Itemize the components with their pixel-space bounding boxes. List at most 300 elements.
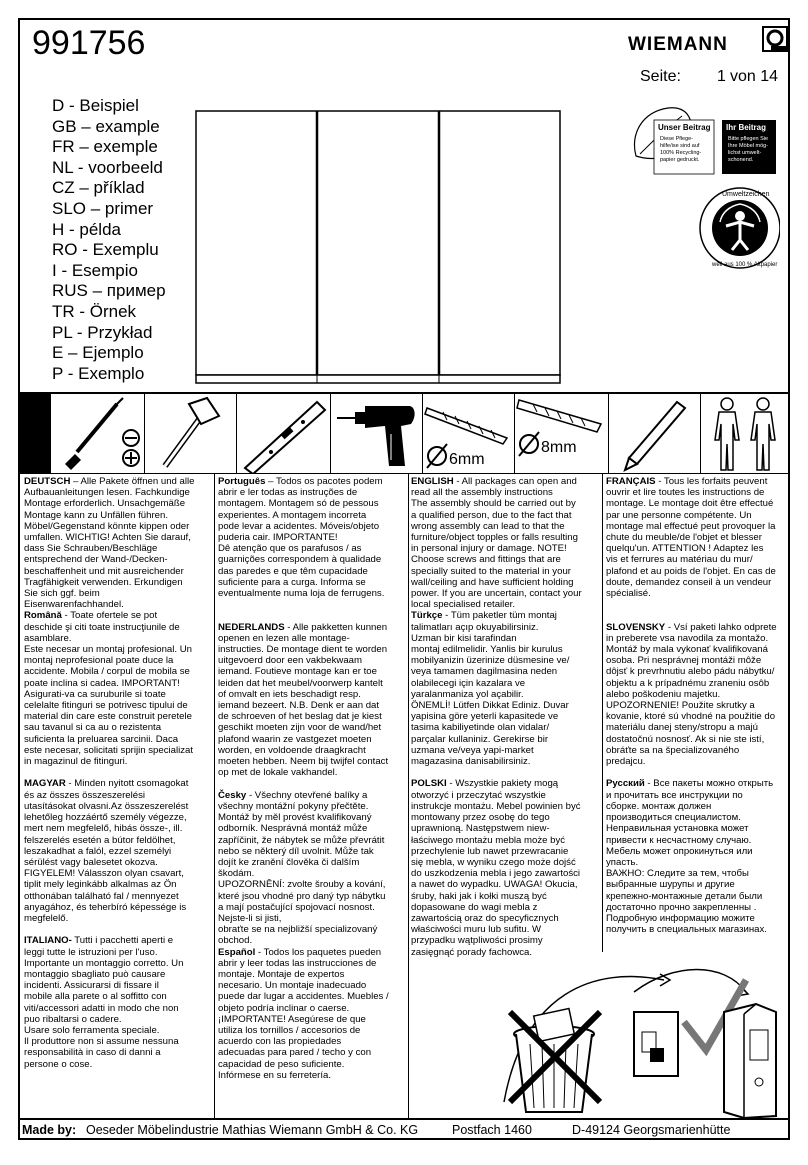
text-line-content: Eisenwarenfachhandel. [24,599,124,611]
text-line-content: mobile alla parete o al soffitto con [24,991,167,1003]
text-line-content: doute, demandez conseil à un vendeur [606,576,772,588]
text-line [606,913,777,924]
text-column-4 [606,476,777,935]
text-line-content: zasięgnąć porady fachowca. [411,946,533,958]
text-line-content: incidenti. Assicurarsi di fissare il [24,980,159,992]
text-line-content: pode levar a acidentes. Móveis/objeto [218,520,380,532]
text-line-content: dôjsť k prevrhnutiu alebo pádu nábytku/ [606,666,775,678]
text-line [411,722,582,733]
text-line-content: montaj edilmelidir. Yanlis bir kurulus [411,644,563,656]
text-line [24,588,194,599]
text-line-content: do uszkodzenia mebla i jego zawartości [411,868,581,880]
language-item: RO - Exemplu [52,240,159,260]
text-line [218,991,389,1002]
text-line [411,857,582,868]
text-line-content: się mebla, w wyniku czego może dojść [411,856,576,868]
text-line-content: dopasowane do wagi mebla z [411,901,538,913]
text-line [24,577,194,588]
pencil-icon [609,394,701,474]
eco-right-line: lichst umwelt- [728,150,762,156]
text-line-content: ВАЖНО: Следите за тем, чтобы [606,868,749,880]
text-line-content: of omvalt en iets beschadigt resp. [218,688,361,700]
text-line-content: geschikt moeten zijn voor de wand/het [218,722,382,734]
text-line [24,566,194,577]
section-heading: Português [218,476,266,487]
drill-bit-8mm-icon [515,394,609,474]
section-heading: Türkçe [411,610,443,622]
language-item: SLO – primer [52,198,154,218]
text-line [24,521,194,532]
text-line-content: сборке. монтаж должен [606,800,712,812]
text-line [411,924,582,935]
text-line [606,644,777,655]
text-line-content: furniture/object topples or falls resulting [411,532,578,544]
text-line [411,711,582,722]
text-line [218,577,389,588]
text-line-content: wall/ceiling and have sufficient holding [411,576,574,588]
text-line [24,678,194,689]
text-line [218,1070,389,1081]
tool-cell-hammer [144,394,236,474]
text-line [24,1014,194,1025]
text-line-content: крепежно-монтажные детали были [606,890,763,902]
text-line [218,532,389,543]
tool-cell-pencil [608,394,700,474]
text-line-content: Мебель может опрокинуться или [606,845,753,857]
text-line [411,734,582,745]
text-line [606,857,777,868]
text-line [411,689,582,700]
text-line-content: - All packages can open and [453,476,577,487]
text-line [24,689,194,700]
text-line-content: obraťte se na nejbližší specializovaný [218,924,378,936]
text-line-content: sau tavanul si ca au o rezistenta [24,722,162,734]
footer-company: Oeseder Möbelindustrie Mathias Wiemann GmbH & Co. KG [86,1123,419,1137]
text-line-content: выбранные шурупы и другие [606,879,735,891]
text-column-2 [218,476,389,1081]
text-line [24,767,194,778]
text-line [24,734,194,745]
text-line-content: všechny montážní pokyny přečtěte. [218,800,369,812]
text-line [218,801,389,812]
text-line-content: - Všechny otevřené balíky a [246,789,368,801]
text-line-content: de schroeven of het beslag dat je kiest [218,711,382,723]
power-drill-icon [331,394,423,474]
language-item: NL - voorbeeld [52,157,163,177]
text-line-content: persone o cose. [24,1058,93,1070]
text-line-content: Montáž by mala vykonať kvalifikovaná [606,644,768,656]
text-line-content: adecuadas para pared / techo y con [218,1047,372,1059]
language-item: CZ – příklad [52,178,145,198]
text-line [411,935,582,946]
text-line [606,835,777,846]
language-item: H - példa [52,219,121,239]
text-line [218,476,389,487]
text-line [218,734,389,745]
tool-row-marker [20,394,50,474]
text-line [606,543,777,554]
text-line-content: in magazinul de fitinguri. [24,756,128,768]
eco-seal-top: Umweltzeichen [722,191,770,198]
tool-cell-persons [700,394,788,474]
eco-right-line: Ihre Möbel mög- [728,143,769,149]
wiemann-logo-icon [762,26,788,52]
text-line-content: a qualified person, due to the fact that [411,509,572,521]
eco-seal-bottom: weil aus 100 % Altpapier [712,262,778,268]
text-line-content: materiálu danej steny/stropu a majú [606,722,758,734]
text-line-content: quelqu'un. ATTENTION ! Adaptez les [606,543,764,555]
text-line-content: utasításokat olvasni.Az összeszerelést [24,800,189,812]
text-line [24,510,194,521]
text-line [606,778,777,789]
text-line-content: przechylenie lub nawet przewracanie [411,845,569,857]
text-line-content: local specialised retailer. [411,599,515,611]
text-line [24,1003,194,1014]
text-line-content: veya tamamen dagilmasina neden [411,666,558,678]
spirit-level-icon [237,394,331,474]
text-line [218,554,389,565]
text-line [24,532,194,543]
text-line-content: instructies. De montage dient te worden [218,644,388,656]
text-line [606,700,777,711]
text-line [24,666,194,677]
paper-document-icon [634,1012,678,1076]
tool-cell-drill-6mm [422,394,514,474]
text-line [218,846,389,857]
text-line-content: ¡IMPORTANTE! Asegúrese de que [218,1013,366,1025]
text-line-content: suficiente para a curga. Informa se [218,576,366,588]
text-line [218,700,389,711]
text-line-content: objektu a k prípadnému zraneniu osôb [606,677,770,689]
text-line [411,633,582,644]
text-line [218,745,389,756]
text-line-content: właściwości muru lub sufitu. W [411,924,542,936]
footer-made-by-label: Made by: [22,1123,77,1137]
text-line [411,868,582,879]
text-line [24,633,194,644]
text-line-content: - Toate ofertele se pot [61,610,158,622]
text-line [411,700,582,711]
text-line-content: przypadku wątpliwości prosimy [411,935,543,947]
text-line-content: montage mal effectué peut provoquer la [606,520,776,532]
text-line-content: śruby, haki jak i kołki muszą być [411,890,547,902]
text-line [218,1059,389,1070]
text-line [24,868,194,879]
text-line [24,947,194,958]
eco-left-line: 100% Recycling- [660,150,702,156]
text-line-content: łaściwego montażu mebla może być [411,834,566,846]
drill-bit-6mm-icon [423,394,515,474]
text-line [606,633,777,644]
text-line [218,980,389,991]
text-line-content: zawartością oraz do specyficznych [411,912,559,924]
text-line [606,498,777,509]
text-line-content: obráťte sa na špecializovaného [606,744,740,756]
text-line-content: uitgevoerd door een vakbekwaam [218,655,362,667]
text-line-content: és az összes összeszerelési [24,789,146,801]
text-line-content: umfallen. WICHTIG! Achten Sie darauf, [24,532,191,544]
text-line [411,599,582,610]
text-line [218,722,389,733]
text-line-content: par une personne compétente. Un [606,509,752,521]
text-line-content: wrong assembly can lead to that the [411,520,565,532]
language-item: RUS – пример [52,281,166,301]
text-line [606,801,777,812]
text-line [218,1003,389,1014]
text-line [218,812,389,823]
text-line-content: puede dar lugar a accidentes. Muebles / [218,991,389,1003]
text-line [218,835,389,846]
section-heading: Română [24,610,62,622]
text-line-content: ouvrir et lire toutes les instructions de [606,487,765,499]
text-line [218,711,389,722]
text-line [218,767,389,778]
text-line-content: упасть. [606,856,639,868]
text-line-content: привести к несчастному случаю. [606,834,752,846]
text-line-content: in preberete vsa navodila za montažo. [606,632,769,644]
text-line [218,566,389,577]
text-line [218,935,389,946]
text-line [218,521,389,532]
text-line [411,543,582,554]
recycling-illustration [484,952,784,1118]
text-line [24,622,194,633]
text-line [24,969,194,980]
text-line [606,566,777,577]
text-line [24,711,194,722]
text-line [24,958,194,969]
text-line [411,476,582,487]
text-line-content: - Alle pakketten kunnen [284,621,388,633]
eco-left-line: papier gedruckt. [660,157,700,163]
text-line [218,599,389,610]
text-line [218,1014,389,1025]
text-line [218,678,389,689]
text-line [411,510,582,521]
waste-bin-icon [510,1009,600,1112]
text-line-content: alebo poškodeniu majetku. [606,688,721,700]
text-line-content: necesario. Un montaje inadecuado [218,980,367,992]
text-line-content: UPOZORNĚNÍ: zvolte šrouby a kování, [218,879,386,891]
text-line-content: - Minden nyitott csomagokat [65,778,189,790]
text-line [606,521,777,532]
text-line-content: montaggio sbagliato può causare [24,968,166,980]
language-item: I - Esempio [52,260,138,280]
text-line-content: Montage erforderlich. Unsachgemäße [24,498,186,510]
text-line-content: das paredes e que têm cupacidade [218,565,368,577]
text-line [218,902,389,913]
text-line-content: este necesar, solicitati sprijin specializat [24,744,194,756]
text-line [411,902,582,913]
text-line-content: Aufbauanleitungen lesen. Fachkundige [24,487,190,499]
text-line-content: instrukcje montażu. Mebel powinien być [411,800,581,812]
text-line-content: - Все пакеты можно открыть [644,778,774,790]
text-line-content: montowany przez osobę do tego [411,812,550,824]
two-persons-icon [701,394,789,474]
text-line [24,902,194,913]
text-line [606,711,777,722]
text-line-content: - Todos los paquetes pueden [255,946,382,958]
text-line [606,610,777,621]
text-line-content: poate inclina si cadea. IMPORTANT! [24,677,180,689]
text-line [218,588,389,599]
text-line [411,666,582,677]
text-line-content: mobilyanizin üzerinize düsmesine ve/ [411,655,570,667]
text-line [218,543,389,554]
text-line [411,532,582,543]
text-line-content: Este necesar un montaj profesional. Un [24,644,192,656]
text-line [606,868,777,879]
text-line-content: obchod. [218,935,253,947]
section-heading: Česky [218,789,247,801]
text-line-content: moeten hebben. Neem bij twijfel contact [218,756,389,768]
text-line [411,487,582,498]
text-line-content: - Tous les forfaits peuvent [655,476,768,487]
text-line [411,891,582,902]
text-line [411,756,582,767]
tool-row [20,392,788,474]
text-line-content: производиться специалистом. [606,812,741,824]
text-line [24,846,194,857]
text-line-content: yapisina göre yeterli kapasitede ve [411,711,559,723]
drill-size-8: 8mm [541,439,577,456]
text-line [218,778,389,789]
text-line-content: - Vsí paketi lahko odprete [665,621,777,633]
text-line-content: получить в специальных магазинах. [606,924,767,936]
text-line [24,823,194,834]
text-line [606,722,777,733]
text-line [24,543,194,554]
text-line [606,767,777,778]
text-line-content: dojít ke zranění člověka či dalším [218,856,360,868]
text-line-content: The assembly should be carried out by [411,498,576,510]
tool-cell-drill [330,394,422,474]
text-line-content: Infórmese en su ferretería. [218,1069,332,1081]
text-line [24,891,194,902]
text-line [411,610,582,621]
text-line [218,891,389,902]
text-line [606,846,777,857]
text-line-content: tasima kabiliyetinde olan vidalar/ [411,722,550,734]
text-line-content: plafond waarin ze vastgezet moeten [218,733,372,745]
text-line [218,666,389,677]
text-line [606,532,777,543]
text-line [218,1025,389,1036]
text-line-content: talimatları açıp okuyabilirsiniz. [411,621,539,633]
text-line-content: Montage kann zu Unfällen führen. [24,509,168,521]
text-line-content: anyagához, és teherbíró képessége is [24,901,187,913]
text-line [606,734,777,745]
text-line-content: magazasina danisabilirsiniz. [411,756,531,768]
text-line-content: read all the assembly instructions [411,487,553,499]
text-line [24,1025,194,1036]
eco-right-title: Ihr Beitrag [726,123,767,132]
text-line-content: osoba. Pri nesprávnej montáži môže [606,655,762,667]
language-item: PL - Przykład [52,322,153,342]
text-line [411,846,582,857]
text-line [24,812,194,823]
text-line-content: dostatočnú nosnosť. Ak si nie ste istí, [606,733,765,745]
text-line-content: Choose screws and fittings that are [411,554,561,566]
section-heading: Русский [606,778,645,790]
text-line-content: deschide şi citi toate instrucţiunile de [24,621,180,633]
text-line-content: - Wszystkie pakiety mogą [446,778,559,790]
text-line-content: felszerelés esetén a bútor feldölhet, [24,834,176,846]
text-line [411,622,582,633]
text-line-content: abrir e ler todas as instruções de [218,487,358,499]
text-line-content: suficienta la preluarea sarcinii. Daca [24,733,179,745]
text-line-content: uzmana ve/veya yapi-market [411,744,534,756]
text-line [24,599,194,610]
text-line-content: které jsou vhodné pro daný typ nábytku [218,890,386,902]
text-line [24,935,194,946]
eco-label [630,104,780,274]
section-heading: MAGYAR [24,778,66,790]
text-line-content: Tragfähigkeit verwenden. Erkundigen [24,576,183,588]
text-line [411,644,582,655]
section-heading: ENGLISH [411,476,454,487]
text-line [411,778,582,789]
text-line [218,610,389,621]
text-line [411,879,582,890]
text-line-content: responsabilità in caso di danni a [24,1047,161,1059]
text-line [218,510,389,521]
text-line [606,879,777,890]
text-line [606,823,777,834]
text-line-content: dass Sie Schrauben/Beschläge [24,543,158,555]
text-line [606,622,777,633]
section-heading: Español [218,946,256,958]
text-line [411,554,582,565]
text-column-3 [411,476,582,958]
text-line [606,577,777,588]
text-line [606,666,777,677]
text-line-content: Importante un montaggio corretto. Un [24,957,184,969]
page-label: Seite: [640,68,681,85]
text-line [24,756,194,767]
column-divider [214,474,215,1118]
text-line [411,521,582,532]
text-line [24,913,194,924]
text-line-content: Dê atenção que os parafusos / as [218,543,362,555]
section-heading: FRANÇAIS [606,476,656,487]
text-line-content: odborník. Nesprávná montáž může [218,823,368,835]
text-line-content: eventualmente numa loja de ferrugens. [218,588,385,600]
footer [20,1118,788,1138]
text-line [218,498,389,509]
text-line-content: kovanie, ktoré sú vhodné na použitie do [606,711,776,723]
text-line [606,554,777,565]
text-line-content: puderia cair. IMPORTANTE! [218,532,338,544]
language-item: TR - Örnek [52,301,137,321]
text-line-content: leszakadhat a falól, ezzel személyi [24,845,172,857]
text-line-content: montage. Le montage doit être effectué [606,498,774,510]
text-line-content: asamblare. [24,632,72,644]
text-line [606,510,777,521]
text-line [218,622,389,633]
text-line [24,610,194,621]
text-line [606,756,777,767]
text-line-content: škodám. [218,868,255,880]
text-line [218,823,389,834]
text-line-content: достаточно прочно закрепленны . [606,901,757,913]
text-line-content: и прочитать все инструкции по [606,789,743,801]
text-line-content: Неправильная установка может [606,823,749,835]
text-line-content: montagem. Montagem só de pessous [218,498,379,510]
text-line [24,700,194,711]
text-line-content: - Tüm paketler tüm montaj [442,610,557,622]
text-line [411,566,582,577]
